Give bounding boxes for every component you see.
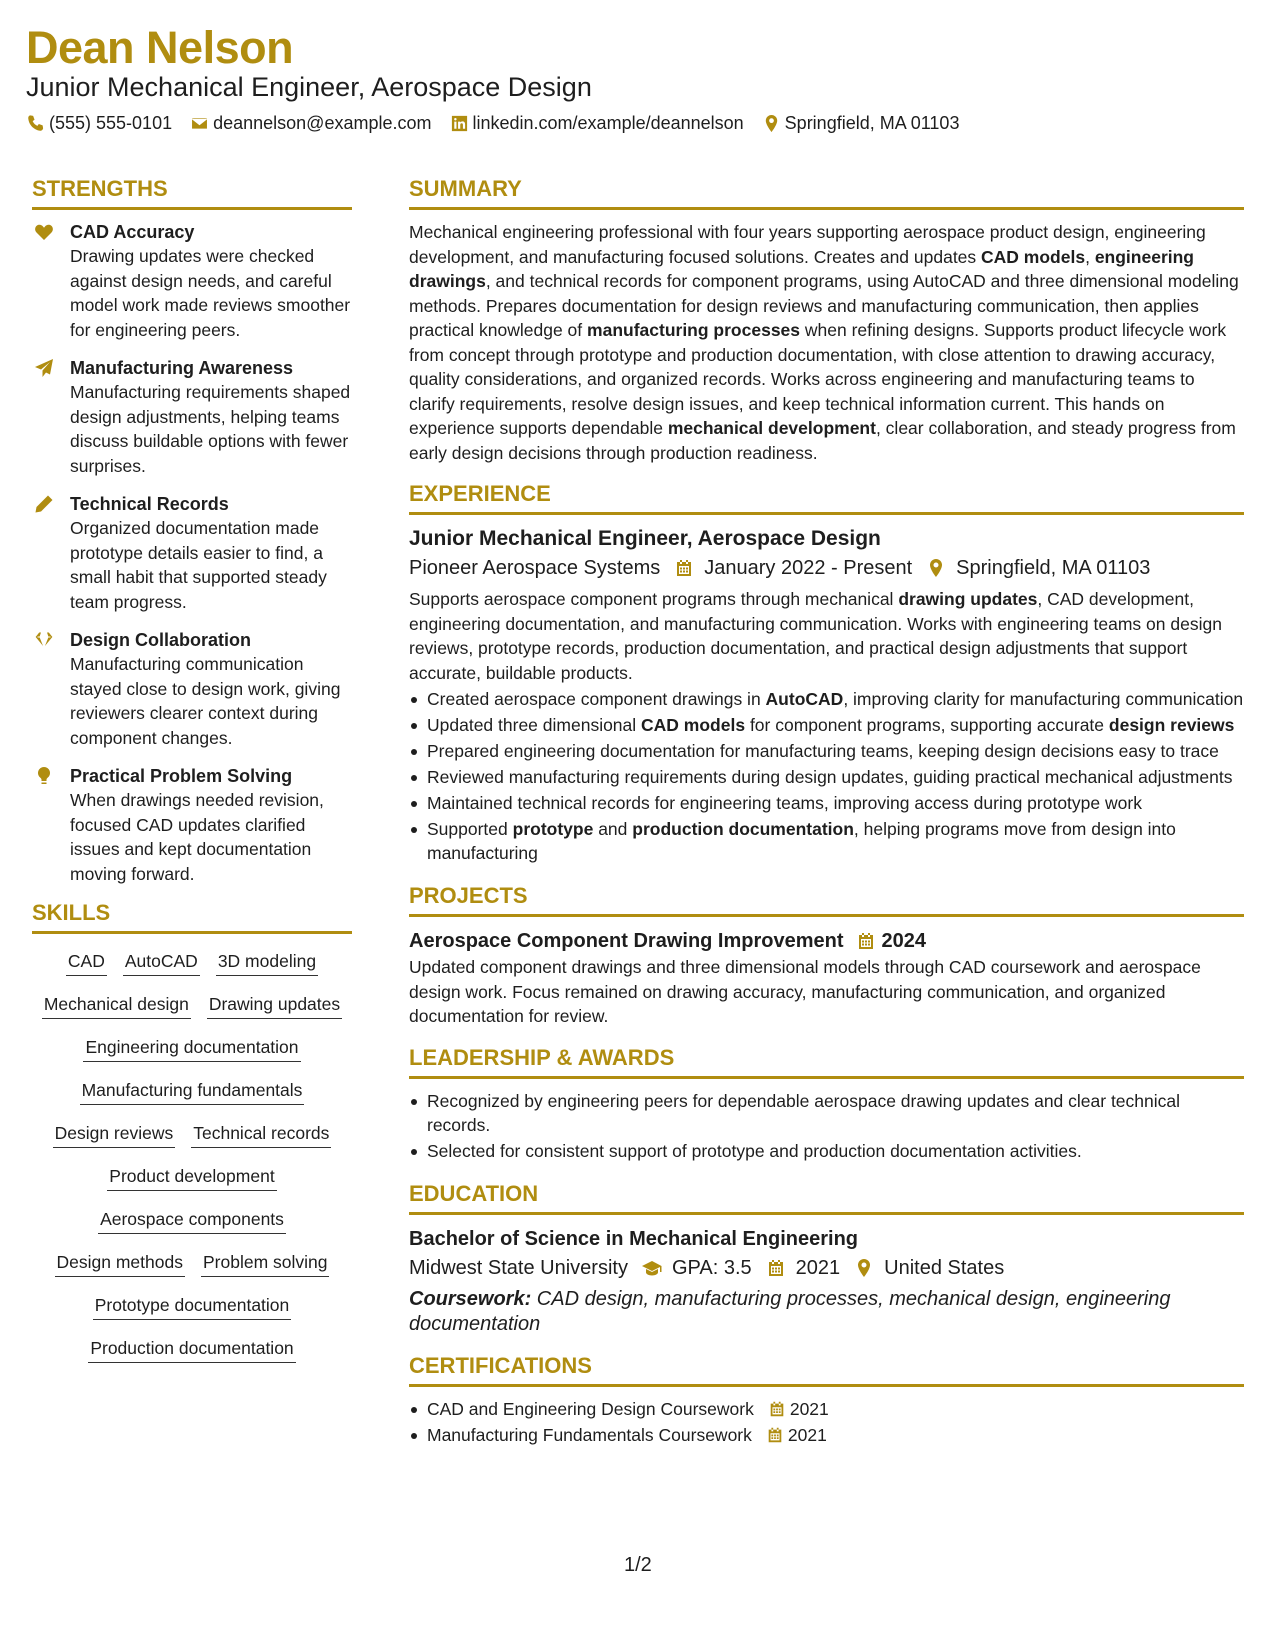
- list-item: Maintained technical records for engineering teams, improving access during prototype work: [409, 791, 1244, 815]
- job-dates: January 2022 - Present: [704, 557, 913, 579]
- skill-tag: Prototype documentation: [93, 1288, 292, 1320]
- job-location: Springfield, MA 01103: [956, 557, 1151, 579]
- strengths-heading: STRENGTHS: [32, 176, 352, 210]
- gpa: GPA: 3.5: [671, 1256, 752, 1279]
- list-item: Recognized by engineering peers for dependable aerospace drawing updates and clear technical records.: [409, 1089, 1244, 1137]
- contact-location: [762, 113, 960, 134]
- envelope-icon: [190, 114, 209, 133]
- strength-title: CAD Accuracy: [70, 222, 195, 242]
- list-item: Updated three dimensional CAD models for component programs, supporting accurate design reviews: [409, 713, 1244, 737]
- map-pin-icon: [762, 114, 781, 133]
- strength-item: [32, 764, 352, 886]
- contact-email[interactable]: [190, 113, 431, 134]
- contact-linkedin[interactable]: [450, 113, 744, 134]
- email-text: deannelson@example.com: [213, 113, 432, 133]
- certifications-list: [409, 1397, 1244, 1447]
- education-heading: EDUCATION: [409, 1181, 1244, 1215]
- right-column: [409, 176, 1244, 1449]
- strength-desc: Manufacturing communication stayed close to design work, giving reviewers clearer context during component changes.: [70, 654, 341, 748]
- skill-tag: Drawing updates: [207, 987, 342, 1019]
- phone-icon: [26, 114, 45, 133]
- calendar-icon: [674, 558, 694, 578]
- projects-heading: PROJECTS: [409, 883, 1244, 917]
- certification-name: CAD and Engineering Design Coursework: [427, 1398, 754, 1419]
- strength-item: [32, 492, 352, 614]
- coursework: Coursework: CAD design, manufacturing processes, mechanical design, engineering documentation: [409, 1287, 1171, 1335]
- diamond-icon: [34, 630, 54, 650]
- linkedin-icon: [450, 114, 469, 133]
- calendar-icon: [856, 931, 876, 951]
- strength-desc: Drawing updates were checked against design needs, and careful model work made reviews smoother for engineering peers.: [70, 246, 351, 340]
- skills-list: [32, 944, 352, 1374]
- skill-tag: Technical records: [191, 1116, 331, 1148]
- leadership-list: [409, 1089, 1244, 1163]
- phone-text: (555) 555-0101: [49, 113, 173, 133]
- education-location: United States: [884, 1256, 1005, 1279]
- map-pin-icon: [854, 1258, 874, 1278]
- skill-tag: Engineering documentation: [83, 1030, 300, 1062]
- certification-year: 2021: [789, 1398, 829, 1419]
- strength-title: Technical Records: [70, 494, 229, 514]
- strength-desc: Manufacturing requirements shaped design adjustments, helping teams discuss buildable options with fewer surprises.: [70, 382, 351, 476]
- map-pin-icon: [926, 558, 946, 578]
- skill-tag: Mechanical design: [42, 987, 191, 1019]
- paper-plane-icon: [34, 358, 54, 378]
- linkedin-text: linkedin.com/example/deannelson: [472, 113, 744, 133]
- job-description: Supports aerospace component programs through mechanical drawing updates, CAD development, engineering documentation, and manufacturing communication. Works with engineering teams on design reviews, prototype records, production documentation, and practical design adjustments that support accurate, buildable products.: [409, 589, 1222, 683]
- candidate-name: Dean Nelson: [26, 22, 294, 73]
- skill-tag: Manufacturing fundamentals: [80, 1073, 305, 1105]
- skill-tag: 3D modeling: [216, 944, 318, 976]
- strength-title: Manufacturing Awareness: [70, 358, 294, 378]
- project-year: 2024: [881, 930, 927, 952]
- skill-tag: Problem solving: [201, 1245, 330, 1277]
- leadership-heading: LEADERSHIP & AWARDS: [409, 1045, 1244, 1079]
- project-title-row: [409, 927, 1244, 955]
- contact-phone[interactable]: [26, 113, 172, 134]
- skills-heading: SKILLS: [32, 900, 352, 934]
- certifications-heading: CERTIFICATIONS: [409, 1353, 1244, 1387]
- skill-tag: Production documentation: [88, 1331, 295, 1363]
- list-item: [409, 1423, 1244, 1447]
- strength-item: [32, 628, 352, 750]
- company-name: Pioneer Aerospace Systems: [409, 557, 661, 579]
- strength-title: Practical Problem Solving: [70, 766, 293, 786]
- list-item: Supported prototype and production documentation, helping programs move from design into manufacturing: [409, 817, 1244, 865]
- job-title: Junior Mechanical Engineer, Aerospace Design: [409, 527, 881, 550]
- graduation-year: 2021: [795, 1256, 841, 1279]
- job-bullets: [409, 687, 1244, 865]
- list-item: Reviewed manufacturing requirements during design updates, guiding practical mechanical adjustments: [409, 765, 1244, 789]
- job-meta: [409, 553, 1244, 583]
- skill-tag: Design reviews: [53, 1116, 176, 1148]
- list-item: Created aerospace component drawings in AutoCAD, improving clarity for manufacturing communication: [409, 687, 1244, 711]
- summary-heading: SUMMARY: [409, 176, 1244, 210]
- skill-tag: AutoCAD: [123, 944, 200, 976]
- project-description: Updated component drawings and three dimensional models through CAD coursework and aerospace design work. Focus remained on drawing accuracy, manufacturing communication, and organized documentation for review.: [409, 957, 1201, 1026]
- skill-tag: Design methods: [55, 1245, 185, 1277]
- candidate-title: Junior Mechanical Engineer, Aerospace Design: [26, 72, 592, 102]
- strength-item: [32, 356, 352, 478]
- skill-tag: Product development: [107, 1159, 276, 1191]
- project-title: Aerospace Component Drawing Improvement: [409, 930, 844, 952]
- degree-title: Bachelor of Science in Mechanical Engineering: [409, 1227, 859, 1250]
- page-number: 1/2: [624, 1554, 652, 1576]
- calendar-icon: [768, 1400, 786, 1418]
- contact-bar: [26, 113, 977, 134]
- location-text: Springfield, MA 01103: [784, 113, 960, 133]
- graduation-cap-icon: [642, 1258, 662, 1278]
- heart-icon: [34, 222, 54, 242]
- pencil-icon: [34, 494, 54, 514]
- experience-heading: EXPERIENCE: [409, 481, 1244, 515]
- lightbulb-icon: [34, 766, 54, 786]
- skill-tag: CAD: [66, 944, 107, 976]
- strength-desc: When drawings needed revision, focused CAD updates clarified issues and kept documentation moving forward.: [70, 790, 324, 884]
- calendar-icon: [766, 1426, 784, 1444]
- list-item: Selected for consistent support of prototype and production documentation activities.: [409, 1139, 1244, 1163]
- certification-year: 2021: [787, 1424, 827, 1445]
- left-column: [32, 176, 352, 1374]
- skill-tag: Aerospace components: [98, 1202, 286, 1234]
- strength-desc: Organized documentation made prototype details easier to find, a small habit that supported steady team progress.: [70, 518, 327, 612]
- certification-name: Manufacturing Fundamentals Coursework: [427, 1424, 752, 1445]
- calendar-icon: [766, 1258, 786, 1278]
- school-name: Midwest State University: [409, 1256, 628, 1279]
- list-item: Prepared engineering documentation for manufacturing teams, keeping design decisions easy to trace: [409, 739, 1244, 763]
- list-item: [409, 1397, 1244, 1421]
- education-meta: [409, 1253, 1244, 1283]
- strength-title: Design Collaboration: [70, 630, 252, 650]
- summary-text: Mechanical engineering professional with four years supporting aerospace product design, engineering development, and manufacturing focused solutions. Creates and updates CAD models, engineering drawings, and technical records for component programs, using AutoCAD and three dimensional modeling methods. Prepares documentation for design reviews and manufacturing communication, then applies practical knowledge of manufacturing processes when refining designs. Supports product lifecycle work from concept through prototype and production documentation, with close attention to drawing accuracy, quality considerations, and organized records. Works across engineering and manufacturing teams to clarify requirements, resolve design issues, and keep technical information current. This hands on experience supports dependable mechanical development, clear collaboration, and steady progress from early design decisions through production readiness.: [409, 222, 1239, 463]
- strength-item: [32, 220, 352, 342]
